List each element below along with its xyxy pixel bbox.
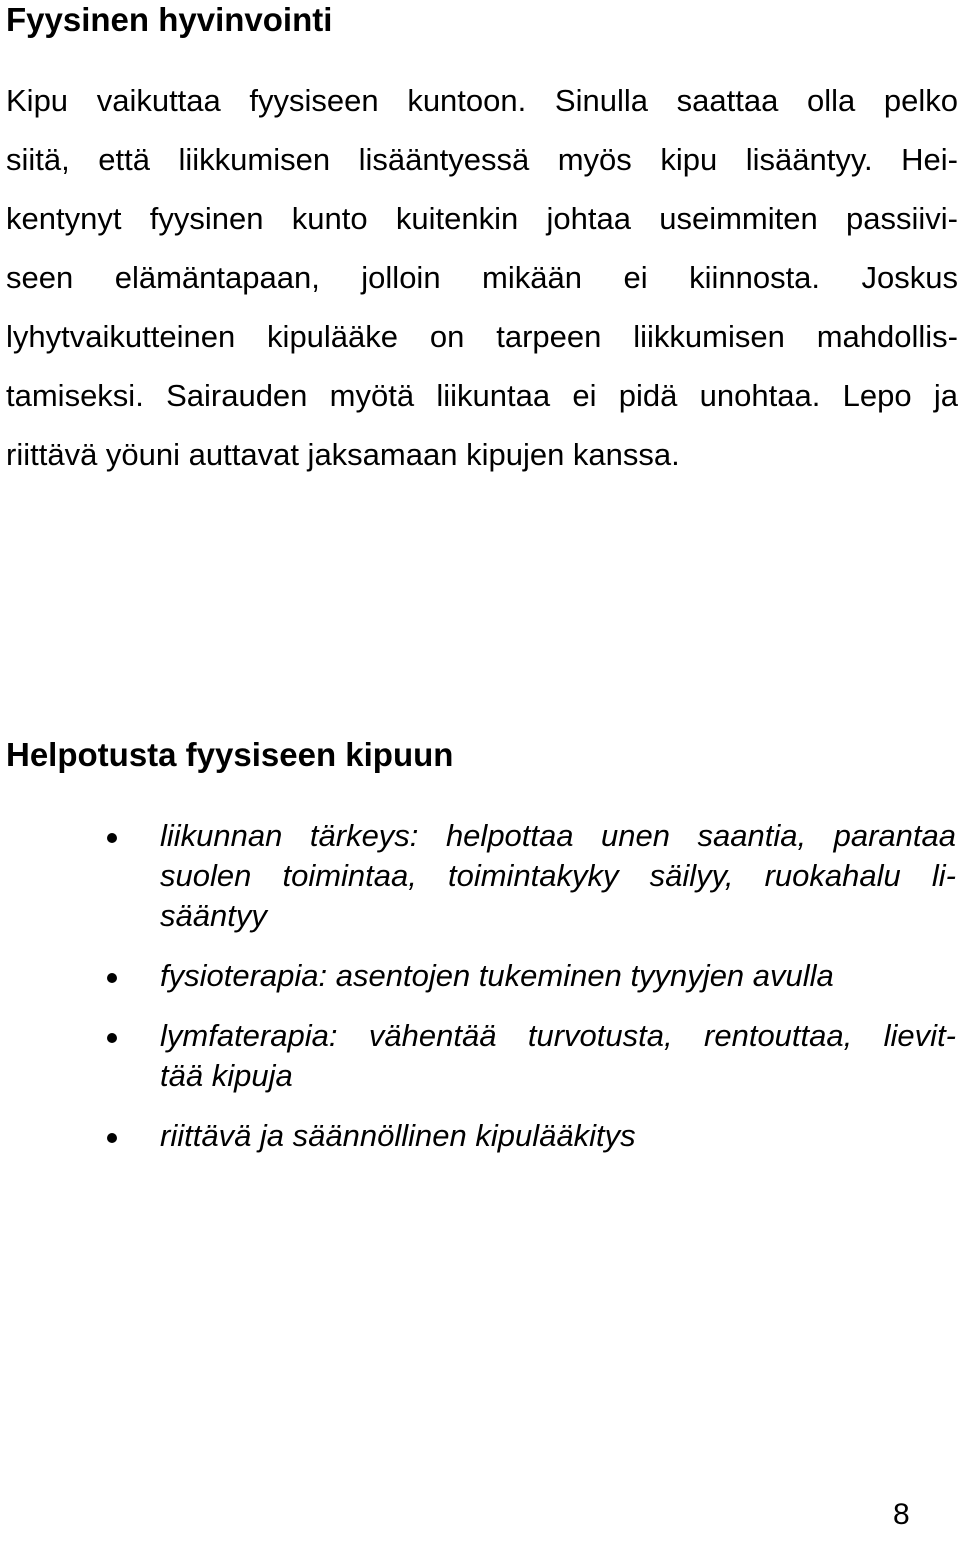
list-item: [0, 816, 956, 936]
list-item-line: suolen toimintaa, toimintakyky säilyy, ruokahalu li-: [160, 858, 956, 893]
bullet-icon: [107, 1133, 117, 1143]
list-item: [0, 956, 956, 996]
paragraph-line: seen elämäntapaan, jolloin mikään ei kiinnosta. Joskus: [6, 260, 958, 295]
section-title-fyysinen-hyvinvointi: Fyysinen hyvinvointi: [6, 1, 333, 38]
list-item-line: fysioterapia: asentojen tukeminen tyynyjen avulla: [160, 958, 834, 993]
page-number: 8: [893, 1498, 910, 1531]
list-item: [0, 1116, 956, 1156]
paragraph-line: lyhytvaikutteinen kipulääke on tarpeen liikkumisen mahdollis-: [6, 319, 958, 354]
paragraph-line: riittävä yöuni auttavat jaksamaan kipujen kanssa.: [6, 437, 680, 472]
relief-bullet-list: [0, 816, 960, 1176]
bullet-icon: [107, 1033, 117, 1043]
list-item-line: lymfaterapia: vähentää turvotusta, rentouttaa, lievit-: [160, 1018, 956, 1053]
section-title-helpotusta: Helpotusta fyysiseen kipuun: [6, 736, 454, 773]
list-item-line: tää kipuja: [160, 1058, 293, 1093]
body-paragraph: [6, 76, 958, 489]
paragraph-line: siitä, että liikkumisen lisääntyessä myös kipu lisääntyy. Hei-: [6, 142, 958, 177]
bullet-icon: [107, 833, 117, 843]
list-item-line: sääntyy: [160, 898, 267, 933]
bullet-icon: [107, 973, 117, 983]
list-item-line: liikunnan tärkeys: helpottaa unen saantia, parantaa: [160, 818, 956, 853]
list-item: [0, 1016, 956, 1096]
paragraph-line: kentynyt fyysinen kunto kuitenkin johtaa useimmiten passiivi-: [6, 201, 958, 236]
list-item-line: riittävä ja säännöllinen kipulääkitys: [160, 1118, 636, 1153]
paragraph-line: tamiseksi. Sairauden myötä liikuntaa ei pidä unohtaa. Lepo ja: [6, 378, 958, 413]
paragraph-line: Kipu vaikuttaa fyysiseen kuntoon. Sinulla saattaa olla pelko: [6, 83, 958, 118]
